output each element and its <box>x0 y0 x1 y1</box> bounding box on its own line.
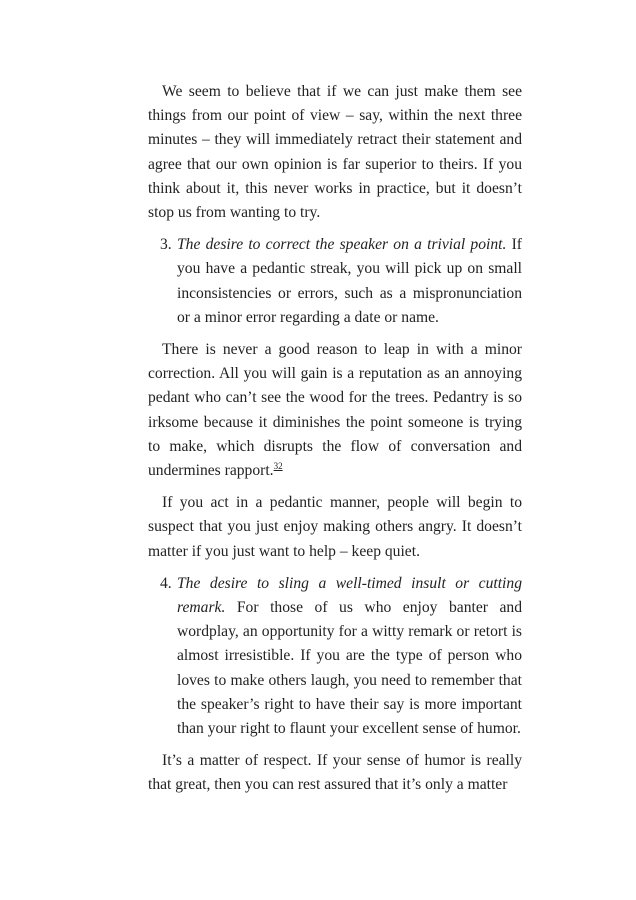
list-item-text <box>177 233 522 330</box>
paragraph-pedantic-manner: If you act in a pedantic manner, people will begin to suspect that you just enjoy making others angry. It doesn’t matter if you just want to help – keep quiet. <box>148 494 522 560</box>
footnote-link[interactable]: 32 <box>273 460 283 471</box>
list-item-text <box>177 572 522 741</box>
list-item-3 <box>148 233 522 330</box>
list-item-body: If you have a pedantic streak, you will pick up on small inconsistencies or errors, such as a mispronunciation or a minor error regarding a date or name. <box>177 236 523 326</box>
list-item-title: The desire to sling a well-timed insult or cutting remark. <box>177 574 522 617</box>
list-item-body: For those of us who enjoy banter and wordplay, an opportunity for a witty remark or retort is almost irresistible. If you are the type of person who loves to make others laugh, you need to remember that the speaker’s right to have their say is more important than your right to flaunt your excellent sense of humor. <box>177 599 522 738</box>
paragraph-pedantry-text: There is never a good reason to leap in with a minor correction. All you will gain is a reputation as an annoying pedant who can’t see the wood for the trees. Pedantry is so irksome because it diminishes the point someone is trying to make, which disrupts the flow of conversation and undermines rapport. <box>148 341 522 480</box>
paragraph-pedantry <box>148 338 522 483</box>
list-number: 3. <box>160 236 172 254</box>
list-item-4 <box>148 572 522 741</box>
paragraph-respect: It’s a matter of respect. If your sense of humor is really that great, then you can rest assured that it’s only a matter <box>148 752 522 794</box>
page-body <box>148 80 522 798</box>
paragraph-arguing: We seem to believe that if we can just make them see things from our point of view – say, within the next three minutes – they will immediately retract their statement and agree that our own opinion is far superior to theirs. If you think about it, this never works in practice, but it doesn’t stop us from wanting to try. <box>148 83 522 222</box>
list-item-title: The desire to correct the speaker on a trivial point. <box>177 236 507 254</box>
list-number: 4. <box>160 574 172 592</box>
